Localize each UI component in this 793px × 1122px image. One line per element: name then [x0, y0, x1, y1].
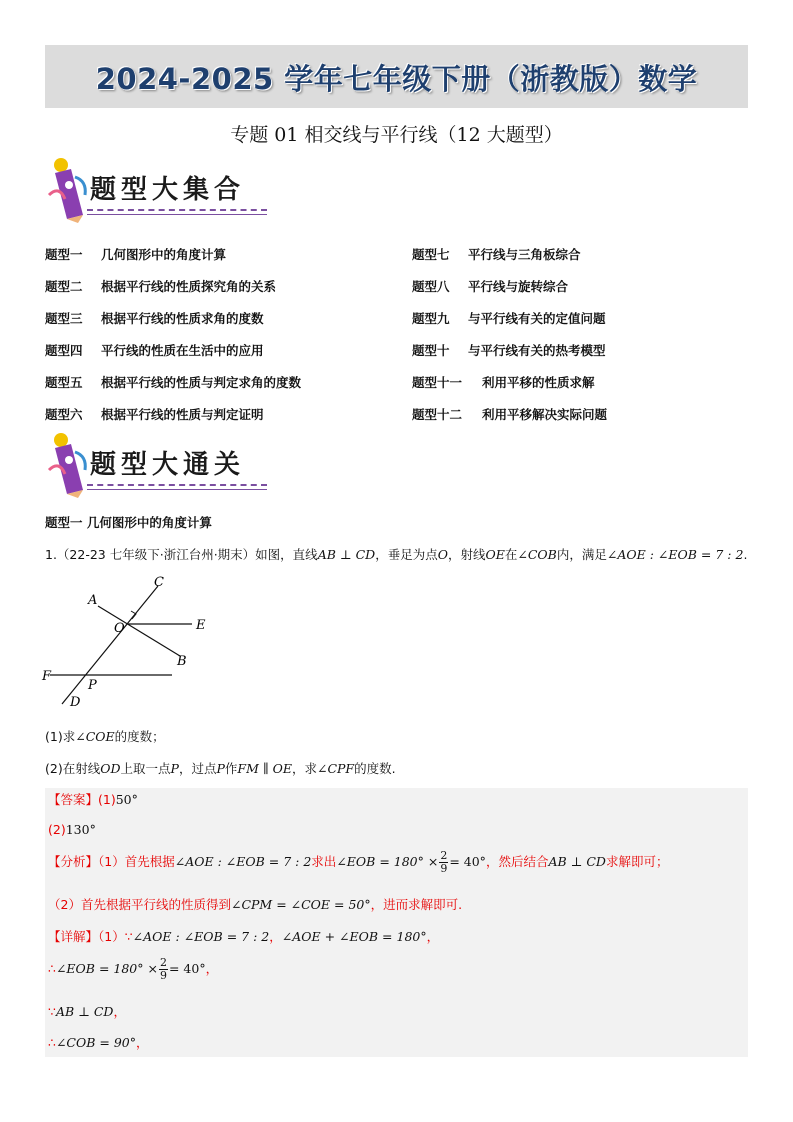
- toc-item[interactable]: 题型六 根据平行线的性质与判定证明: [45, 407, 264, 422]
- label-p: P: [88, 678, 97, 693]
- badge-underline: [87, 489, 267, 490]
- title-banner: [45, 45, 748, 108]
- question-stem: 1.（22-23 七年级下·浙江台州·期末）如图，直线AB ⊥ CD，垂足为点O，射线OE在∠COB内，满足∠AOE : ∠EOB = 7 : 2.: [45, 547, 748, 562]
- toc-item[interactable]: 题型七 平行线与三角板综合: [412, 247, 581, 262]
- question-part1: (1)求∠COE的度数；: [45, 729, 165, 744]
- toc-item[interactable]: 题型十 与平行线有关的热考模型: [412, 343, 606, 358]
- label-c: C: [154, 575, 164, 590]
- toc-item[interactable]: 题型十二 利用平移解决实际问题: [412, 407, 608, 422]
- fraction: $\frac{2}{9}$: [440, 849, 448, 875]
- answer-panel: [45, 788, 748, 1057]
- toc-item[interactable]: 题型五 根据平行线的性质与判定求角的度数: [45, 375, 302, 390]
- badge-collection: [45, 155, 270, 223]
- toc-item[interactable]: 题型三 根据平行线的性质求角的度数: [45, 311, 264, 326]
- line-ab: [98, 606, 180, 656]
- toc-item[interactable]: 题型十一 利用平移的性质求解: [412, 375, 595, 390]
- detail-line-1: 【详解】（1）∵∠AOE : ∠EOB = 7 : 2，∠AOE + ∠EOB = 180°，: [48, 929, 440, 944]
- answer-line-1: 【答案】(1)50°: [48, 792, 138, 807]
- section-title: 题型一 几何图形中的角度计算: [45, 515, 212, 530]
- badge-collection-text: 题型大集合: [90, 175, 246, 205]
- toc-item[interactable]: 题型二 根据平行线的性质探究角的关系: [45, 279, 277, 294]
- label-d: D: [70, 695, 81, 710]
- toc-item[interactable]: 题型一 几何图形中的角度计算: [45, 247, 227, 262]
- toc-item[interactable]: 题型四 平行线的性质在生活中的应用: [45, 343, 264, 358]
- question-part2: (2)在射线OD上取一点P，过点P作FM ∥ OE，求∠CPF的度数.: [45, 761, 396, 776]
- banner-title: 2024-2025 学年七年级下册（浙教版）数学: [95, 62, 698, 96]
- label-b: B: [177, 654, 187, 669]
- label-a: A: [88, 593, 98, 608]
- badge-underline: [87, 214, 267, 215]
- badge-underline: [87, 484, 267, 486]
- pencil-mascot-icon: [45, 430, 93, 498]
- analysis-line-2: （2）首先根据平行线的性质得到∠CPM = ∠COE = 50°，进而求解即可.: [48, 897, 463, 912]
- toc-item[interactable]: 题型八 平行线与旋转综合: [412, 279, 569, 294]
- label-f: F: [42, 669, 52, 684]
- geometry-figure: [40, 572, 220, 712]
- badge-pass: [45, 430, 270, 498]
- toc-item[interactable]: 题型九 与平行线有关的定值问题: [412, 311, 606, 326]
- detail-line-4: ∴∠COB = 90°，: [48, 1035, 149, 1050]
- label-o: O: [114, 621, 125, 636]
- badge-pass-text: 题型大通关: [90, 450, 246, 480]
- label-e: E: [196, 618, 206, 633]
- detail-line-2: ∴∠EOB = 180° × $\frac{2}{9}$ = 40°，: [48, 956, 219, 982]
- pencil-mascot-icon: [45, 155, 93, 223]
- page-subtitle: 专题 01 相交线与平行线（12 大题型）: [230, 124, 563, 146]
- detail-line-3: ∵AB ⊥ CD，: [48, 1004, 126, 1019]
- answer-line-2: (2)130°: [48, 822, 96, 837]
- line-cd: [62, 586, 158, 704]
- badge-underline: [87, 209, 267, 211]
- analysis-line-1: 【分析】（1）首先根据∠AOE : ∠EOB = 7 : 2求出∠EOB = 180° × $\frac{2}{9}$ = 40°，然后结合AB ⊥ CD求解即可；: [48, 849, 669, 875]
- fraction: $\frac{2}{9}$: [159, 956, 167, 982]
